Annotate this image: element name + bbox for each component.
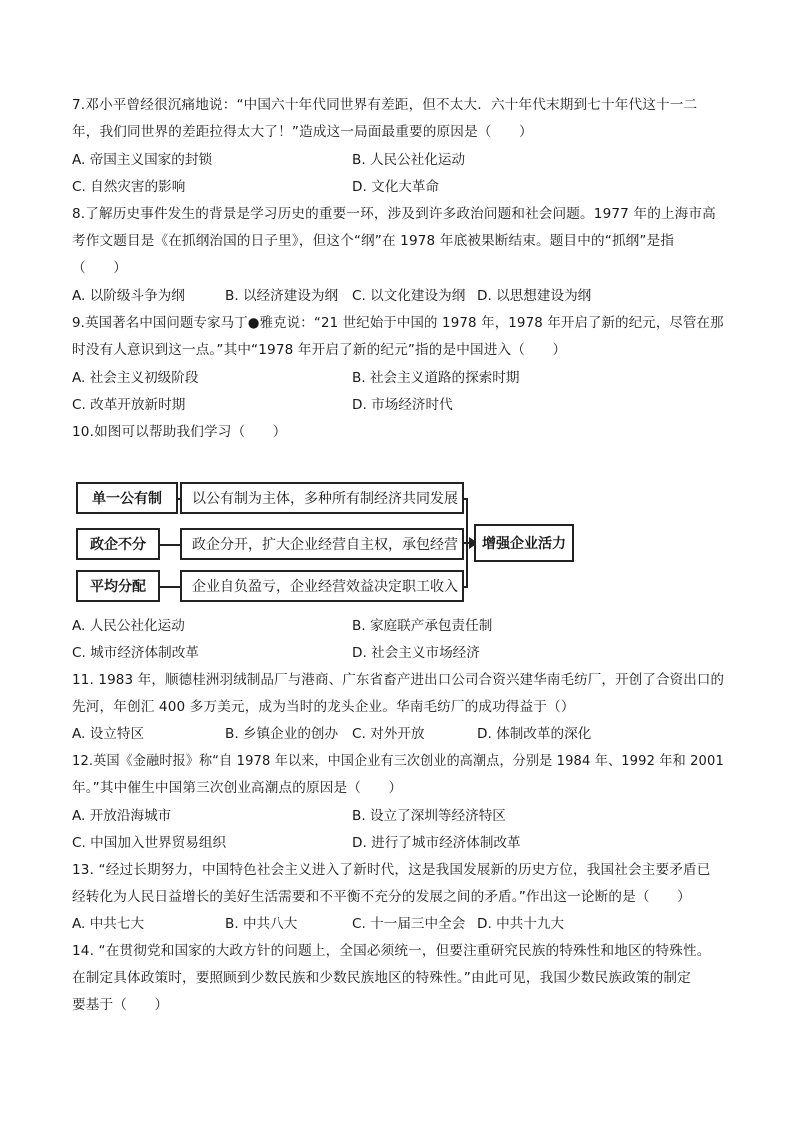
diagram-left-box-3: 平均分配 [76,570,160,602]
q8-option-a[interactable]: A. 以阶级斗争为纲 [72,288,185,304]
q11-option-c[interactable]: C. 对外开放 [352,726,425,742]
q12-option-c[interactable]: C. 中国加入世界贸易组织 [72,835,227,851]
q7-stem-line1: 7.邓小平曾经很沉痛地说：“中国六十年代同世界有差距，但不太大．六十年代末期到七十年代这十一二 [72,97,698,113]
q12-option-d[interactable]: D. 进行了城市经济体制改革 [352,835,521,851]
diagram-left-box-2: 政企不分 [76,528,160,560]
q9-option-c[interactable]: C. 改革开放新时期 [72,397,186,413]
q7-option-d[interactable]: D. 文化大革命 [352,179,440,195]
q9-option-a[interactable]: A. 社会主义初级阶段 [72,370,199,386]
q14-stem-line1: 14. “在贯彻党和国家的大政方针的问题上，全国必须统一，但要注重研究民族的特殊性和地区的特殊性。 [72,943,711,959]
diagram-left-box-1: 单一公有制 [76,482,178,514]
reform-diagram [72,470,582,610]
q7-option-b[interactable]: B. 人民公社化运动 [352,152,466,168]
q9-option-d[interactable]: D. 市场经济时代 [352,397,453,413]
q12-stem-line2: 年。”其中催生中国第三次创业高潮点的原因是（ ） [72,780,403,796]
q7-option-a[interactable]: A. 帝国主义国家的封锁 [72,152,213,168]
q9-option-b[interactable]: B. 社会主义道路的探索时期 [352,370,520,386]
diagram-mid-box-2: 政企分开，扩大企业经营自主权，承包经营 [180,528,464,560]
q11-option-a[interactable]: A. 设立特区 [72,726,145,742]
q12-stem-line1: 12.英国《金融时报》称“自 1978 年以来，中国企业有三次创业的高潮点，分别是 1984 年、1992 年和 2001 [72,753,724,769]
q13-option-b[interactable]: B. 中共八大 [225,916,298,932]
q12-option-a[interactable]: A. 开放沿海城市 [72,808,172,824]
q13-option-d[interactable]: D. 中共十九大 [477,916,565,932]
q13-option-c[interactable]: C. 十一届三中全会 [352,916,466,932]
diagram-mid-box-3: 企业自负盈亏，企业经营效益决定职工收入 [180,570,464,602]
q7-option-c[interactable]: C. 自然灾害的影响 [72,179,186,195]
q11-stem-line1: 11. 1983 年，顺德桂洲羽绒制品厂与港商、广东省畜产进出口公司合资兴建华南毛纺厂，开创了合资出口的 [72,672,725,688]
q13-stem-line1: 13. “经过长期努力，中国特色社会主义进入了新时代，这是我国发展新的历史方位，我国社会主要矛盾已 [72,862,711,878]
q10-option-a[interactable]: A. 人民公社化运动 [72,618,185,634]
q14-stem-line3: 要基于（ ） [72,997,169,1013]
q13-option-a[interactable]: A. 中共七大 [72,916,145,932]
q12-option-b[interactable]: B. 设立了深圳等经济特区 [352,808,506,824]
q10-option-b[interactable]: B. 家庭联产承包责任制 [352,618,493,634]
q7-stem-line2: 年，我们同世界的差距拉得太大了！”造成这一局面最重要的原因是（ ） [72,124,533,140]
q8-option-c[interactable]: C. 以文化建设为纲 [352,288,466,304]
q10-option-d[interactable]: D. 社会主义市场经济 [352,645,480,661]
q8-option-b[interactable]: B. 以经济建设为纲 [225,288,339,304]
q11-option-d[interactable]: D. 体制改革的深化 [477,726,592,742]
q9-stem-line1: 9.英国著名中国问题专家马丁●雅克说：“21 世纪始于中国的 1978 年，1978 年开启了新的纪元，尽管在那 [72,315,724,331]
q9-stem-line2: 时没有人意识到这一点。”其中“1978 年开启了新的纪元”指的是中国进入（ ） [72,342,567,358]
q11-stem-line2: 先河，年创汇 400 多万美元，成为当时的龙头企业。华南毛纺厂的成功得益于（） [72,699,575,715]
q10-option-c[interactable]: C. 城市经济体制改革 [72,645,199,661]
diagram-result-box: 增强企业活力 [474,524,574,562]
q8-option-d[interactable]: D. 以思想建设为纲 [477,288,592,304]
q8-stem-line3: （ ） [72,260,127,276]
diagram-mid-box-1: 以公有制为主体，多种所有制经济共同发展 [180,482,464,514]
q10-stem-line1: 10.如图可以帮助我们学习（ ） [72,424,287,440]
q13-stem-line2: 经转化为人民日益增长的美好生活需要和不平衡不充分的发展之间的矛盾。”作出这一论断的是（ ） [72,889,691,905]
q8-stem-line1: 8.了解历史事件发生的背景是学习历史的重要一环，涉及到许多政治问题和社会问题。1977 年的上海市高 [72,206,716,222]
q14-stem-line2: 在制定具体政策时，要照顾到少数民族和少数民族地区的特殊性。”由此可见，我国少数民族政策的制定 [72,970,691,986]
q8-stem-line2: 考作文题目是《在抓纲治国的日子里》，但这个“纲”在 1978 年底被果断结束。题目中的“抓纲”是指 [72,233,675,249]
q11-option-b[interactable]: B. 乡镇企业的创办 [225,726,339,742]
